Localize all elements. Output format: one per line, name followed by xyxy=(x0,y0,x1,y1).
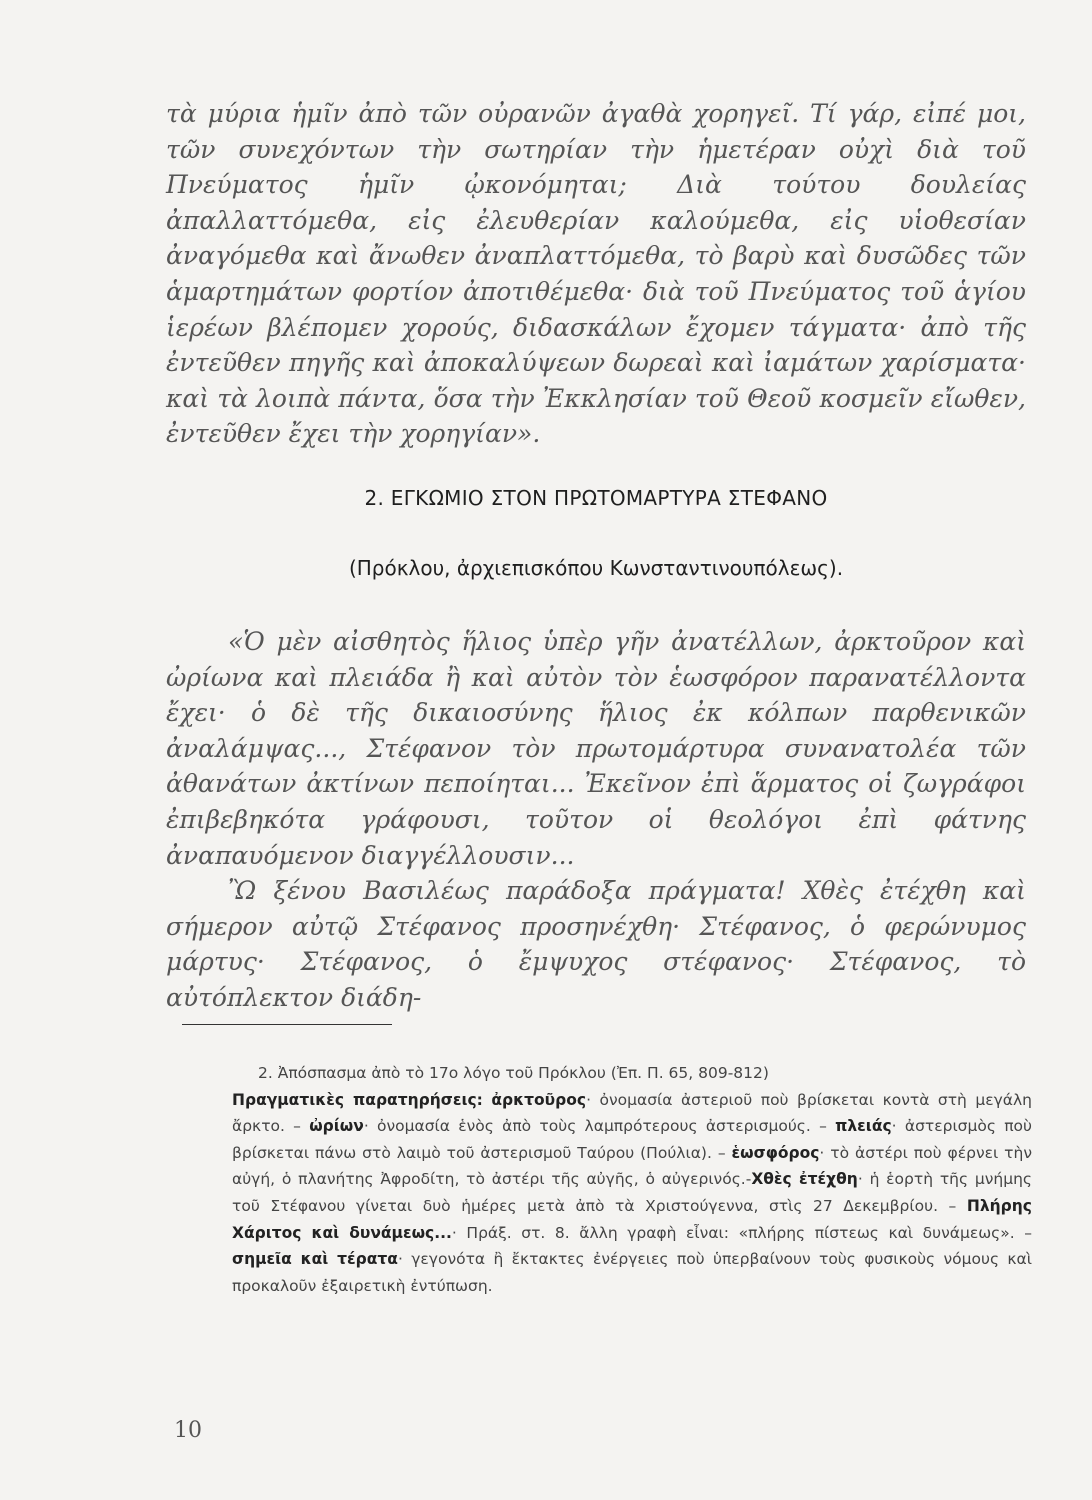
quote-text xyxy=(166,624,1026,1016)
def-arktouros: · ὀνομασία ἀστεριοῦ ποὺ βρίσκεται κοντὰ στὴ μεγάλη ἄρκτο. – xyxy=(232,1090,1032,1136)
def-pleias: · ἀστερισμὸς ποὺ βρίσκεται πάνω στὸ λαιμὸ τοῦ ἀστερισμοῦ Ταύρου (Πούλια). – xyxy=(232,1117,1032,1162)
term-pliris-charitos: Πλήρης Χάριτος καὶ δυνάμεως... xyxy=(232,1196,1032,1242)
def-orion: · ὀνομασία ἑνὸς ἀπὸ τοὺς λαμπρότερους ἀστερισμούς. – xyxy=(363,1117,827,1136)
term-pleias: πλειάς xyxy=(835,1117,892,1136)
footnote-source: 2. Ἀπόσπασμα ἀπὸ τὸ 17ο λόγο τοῦ Πρόκλου (Ἐπ. Π. 65, 809-812) xyxy=(258,1064,769,1082)
term-orion: ὠρίων xyxy=(309,1117,364,1136)
term-simeia-terata: σημεῖα καὶ τέρατα xyxy=(232,1250,398,1269)
section-heading: 2. ΕΓΚΩΜΙΟ ΣΤΟΝ ΠΡΩΤΟΜΑΡΤΥΡΑ ΣΤΕΦΑΝΟ xyxy=(364,486,828,510)
notes-label: Πραγματικὲς παρατηρήσεις: xyxy=(232,1090,483,1109)
section-subheading: (Πρόκλου, ἀρχιεπισκόπου Κωνσταντινουπόλεως). xyxy=(348,556,844,580)
def-pliris-charitos: · Πράξ. στ. 8. ἄλλη γραφὴ εἶναι: «πλήρης πίστεως καὶ δυνάμεως». – xyxy=(451,1223,1032,1242)
intro-text xyxy=(166,96,1026,452)
footnotes xyxy=(232,1060,1032,1299)
def-eosforos: · τὸ ἀστέρι ποὺ φέρνει τὴν αὐγή, ὁ πλανήτης Ἀφροδίτη, τὸ ἀστέρι τῆς αὐγῆς, ὁ αὐγερινός.- xyxy=(232,1143,1032,1189)
term-arktouros: ἀρκτοῦρος xyxy=(491,1090,587,1109)
def-chthes-etechthi: · ἡ ἑορτὴ τῆς μνήμης τοῦ Στέφανου γίνεται δυὸ ἡμέρες μετὰ ἀπὸ τὰ Χριστούγεννα, στὶς 27 Δεκεμβρίου. – xyxy=(232,1170,1033,1215)
quote-paragraph-1: «Ὁ μὲν αἰσθητὸς ἥλιος ὑπὲρ γῆν ἀνατέλλων, ἀρκτοῦρον καὶ ὠρίωνα καὶ πλειάδα ἢ καὶ αὐτὸν τὸν ἑωσφόρον παρανατέλλοντα ἔχει· ὁ δὲ τῆς δικαιοσύνης ἥλιος ἐκ κόλπων παρθενικῶν ἀναλάμψας..., Στέφανον τὸν πρωτομάρτυρα συνανατολέα τῶν ἀθανάτων ἀκτίνων πεποίηται... Ἐκεῖνον ἐπὶ ἅρματος οἱ ζωγράφοι ἐπιβεβηκότα γράφουσι, τοῦτον οἱ θεολόγοι ἐπὶ φάτνης ἀναπαυόμενον διαγγέλλουσιν... xyxy=(166,627,1026,870)
quote-paragraph-2: Ὢ ξένου Βασιλέως παράδοξα πράγματα! Χθὲς ἐτέχθη καὶ σήμερον αὐτῷ Στέφανος προσηνέχθη· Στέφανος, ὁ φερώνυμος μάρτυς· Στέφανος, ὁ ἔμψυχος στέφανος· Στέφανος, τὸ αὐτόπλεκτον διάδη- xyxy=(166,876,1026,1012)
intro-paragraph: τὰ μύρια ἡμῖν ἀπὸ τῶν οὐρανῶν ἀγαθὰ χορηγεῖ. Τί γάρ, εἰπέ μοι, τῶν συνεχόντων τὴν σωτηρίαν τὴν ἡμετέραν οὐχὶ διὰ τοῦ Πνεύματος ἡμῖν ᾠκονόμηται; Διὰ τούτου δουλείας ἀπαλλαττόμεθα, εἰς ἐλευθερίαν καλούμεθα, εἰς υἱοθεσίαν ἀναγόμεθα καὶ ἄνωθεν ἀναπλαττόμεθα, τὸ βαρὺ καὶ δυσῶδες τῶν ἁμαρτημάτων φορτίον ἀποτιθέμεθα· διὰ τοῦ Πνεύματος τοῦ ἁγίου ἱερέων βλέπομεν χορούς, διδασκάλων ἔχομεν τάγματα· ἀπὸ τῆς ἐντεῦθεν πηγῆς καὶ ἀποκαλύψεων δωρεαὶ καὶ ἰαμάτων χαρίσματα· καὶ τὰ λοιπὰ πάντα, ὅσα τὴν Ἐκκλησίαν τοῦ Θεοῦ κοσμεῖν εἴωθεν, ἐντεῦθεν ἔχει τὴν χορηγίαν». xyxy=(166,99,1026,449)
footnote-divider xyxy=(182,1024,392,1025)
page-number: 10 xyxy=(174,1418,202,1443)
term-eosforos: ἑωσφόρος xyxy=(731,1143,820,1162)
term-chthes-etechthi: Χθὲς ἐτέχθη xyxy=(751,1170,858,1189)
footnote-notes xyxy=(232,1087,1032,1300)
def-simeia-terata: · γεγονότα ἢ ἔκτακτες ἐνέργειες ποὺ ὑπερβαίνουν τοὺς φυσικοὺς νόμους καὶ προκαλοῦν ἐξαιρετικὴ ἐντύπωση. xyxy=(232,1250,1032,1295)
